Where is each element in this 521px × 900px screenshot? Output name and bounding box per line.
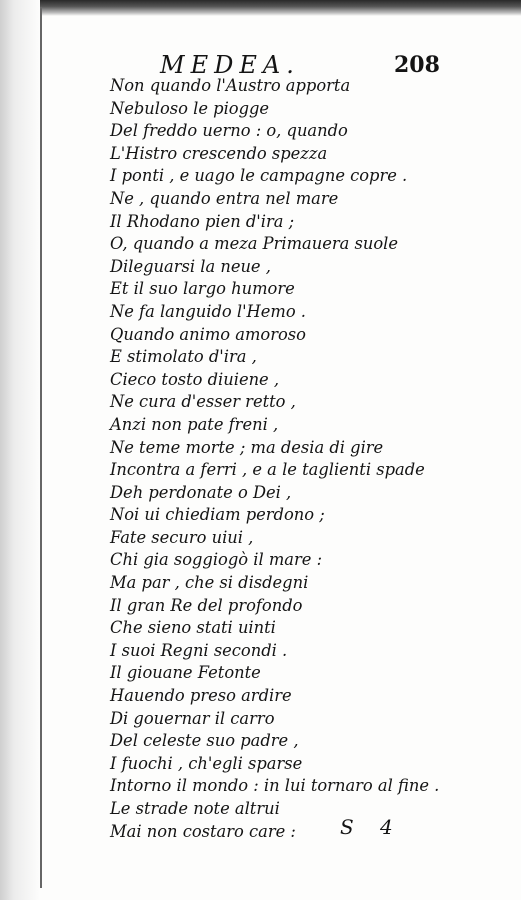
verse-line: Quando animo amoroso bbox=[110, 324, 306, 344]
verse-line: Ma par , che si disdegni bbox=[110, 573, 309, 593]
verse-line: Mai non costaro care : bbox=[110, 821, 296, 841]
verse-line: Ne cura d'esser retto , bbox=[110, 392, 296, 412]
verse-line: Ne fa languido l'Hemo . bbox=[110, 301, 306, 321]
verse-line: Fate securo uiui , bbox=[110, 527, 254, 547]
verse-line: O, quando a meza Primauera suole bbox=[110, 234, 399, 254]
verse-line: L'Histro crescendo spezza bbox=[110, 143, 328, 163]
verse-line: Del freddo uerno : o, quando bbox=[110, 121, 348, 141]
verse-text bbox=[110, 75, 505, 843]
verse-line: Del celeste suo padre , bbox=[110, 731, 299, 751]
gutter-fold-line bbox=[40, 8, 42, 888]
verse-line: Hauendo preso ardire bbox=[110, 686, 292, 706]
verse-line: Incontra a ferri , e a le taglienti spade bbox=[110, 460, 425, 480]
verse-line: Chi gia soggiogò il mare : bbox=[110, 550, 323, 570]
verse-line: I ponti , e uago le campagne copre . bbox=[110, 166, 408, 186]
page-gutter bbox=[0, 0, 40, 900]
verse-line: I suoi Regni secondi . bbox=[110, 640, 288, 660]
verse-line: Dileguarsi la neue , bbox=[110, 256, 271, 276]
verse-line: Noi ui chiediam perdono ; bbox=[110, 505, 325, 525]
running-title: MEDEA. bbox=[160, 51, 300, 79]
verse-line: Di gouernar il carro bbox=[110, 708, 275, 728]
verse-line: Il giouane Fetonte bbox=[110, 663, 261, 683]
verse-line: Anzi non pate freni , bbox=[110, 414, 279, 434]
verse-line: Ne , quando entra nel mare bbox=[110, 188, 339, 208]
verse-line: Intorno il mondo : in lui tornaro al fine . bbox=[110, 776, 440, 796]
verse-line: E stimolato d'ira , bbox=[110, 347, 257, 367]
verse-line: Ne teme morte ; ma desia di gire bbox=[110, 437, 384, 457]
verse-line: Le strade note altrui bbox=[110, 799, 280, 818]
verse-line: Nebuloso le piogge bbox=[110, 98, 270, 118]
verse-line: Et il suo largo humore bbox=[110, 279, 295, 299]
signature-mark: S 4 bbox=[340, 815, 403, 839]
verse-line: Che sieno stati uinti bbox=[110, 618, 276, 638]
page-number: 208 bbox=[394, 52, 440, 78]
verse-line: Deh perdonate o Dei , bbox=[110, 482, 292, 502]
verse-line: Cieco tosto diuiene , bbox=[110, 369, 280, 389]
page-top-edge bbox=[0, 0, 521, 16]
verse-line: Il Rhodano pien d'ira ; bbox=[110, 211, 295, 231]
verse-line: Il gran Re del profondo bbox=[110, 595, 303, 615]
verse-line: Non quando l'Austro apporta bbox=[110, 76, 351, 95]
verse-line: I fuochi , ch'egli sparse bbox=[110, 753, 303, 773]
